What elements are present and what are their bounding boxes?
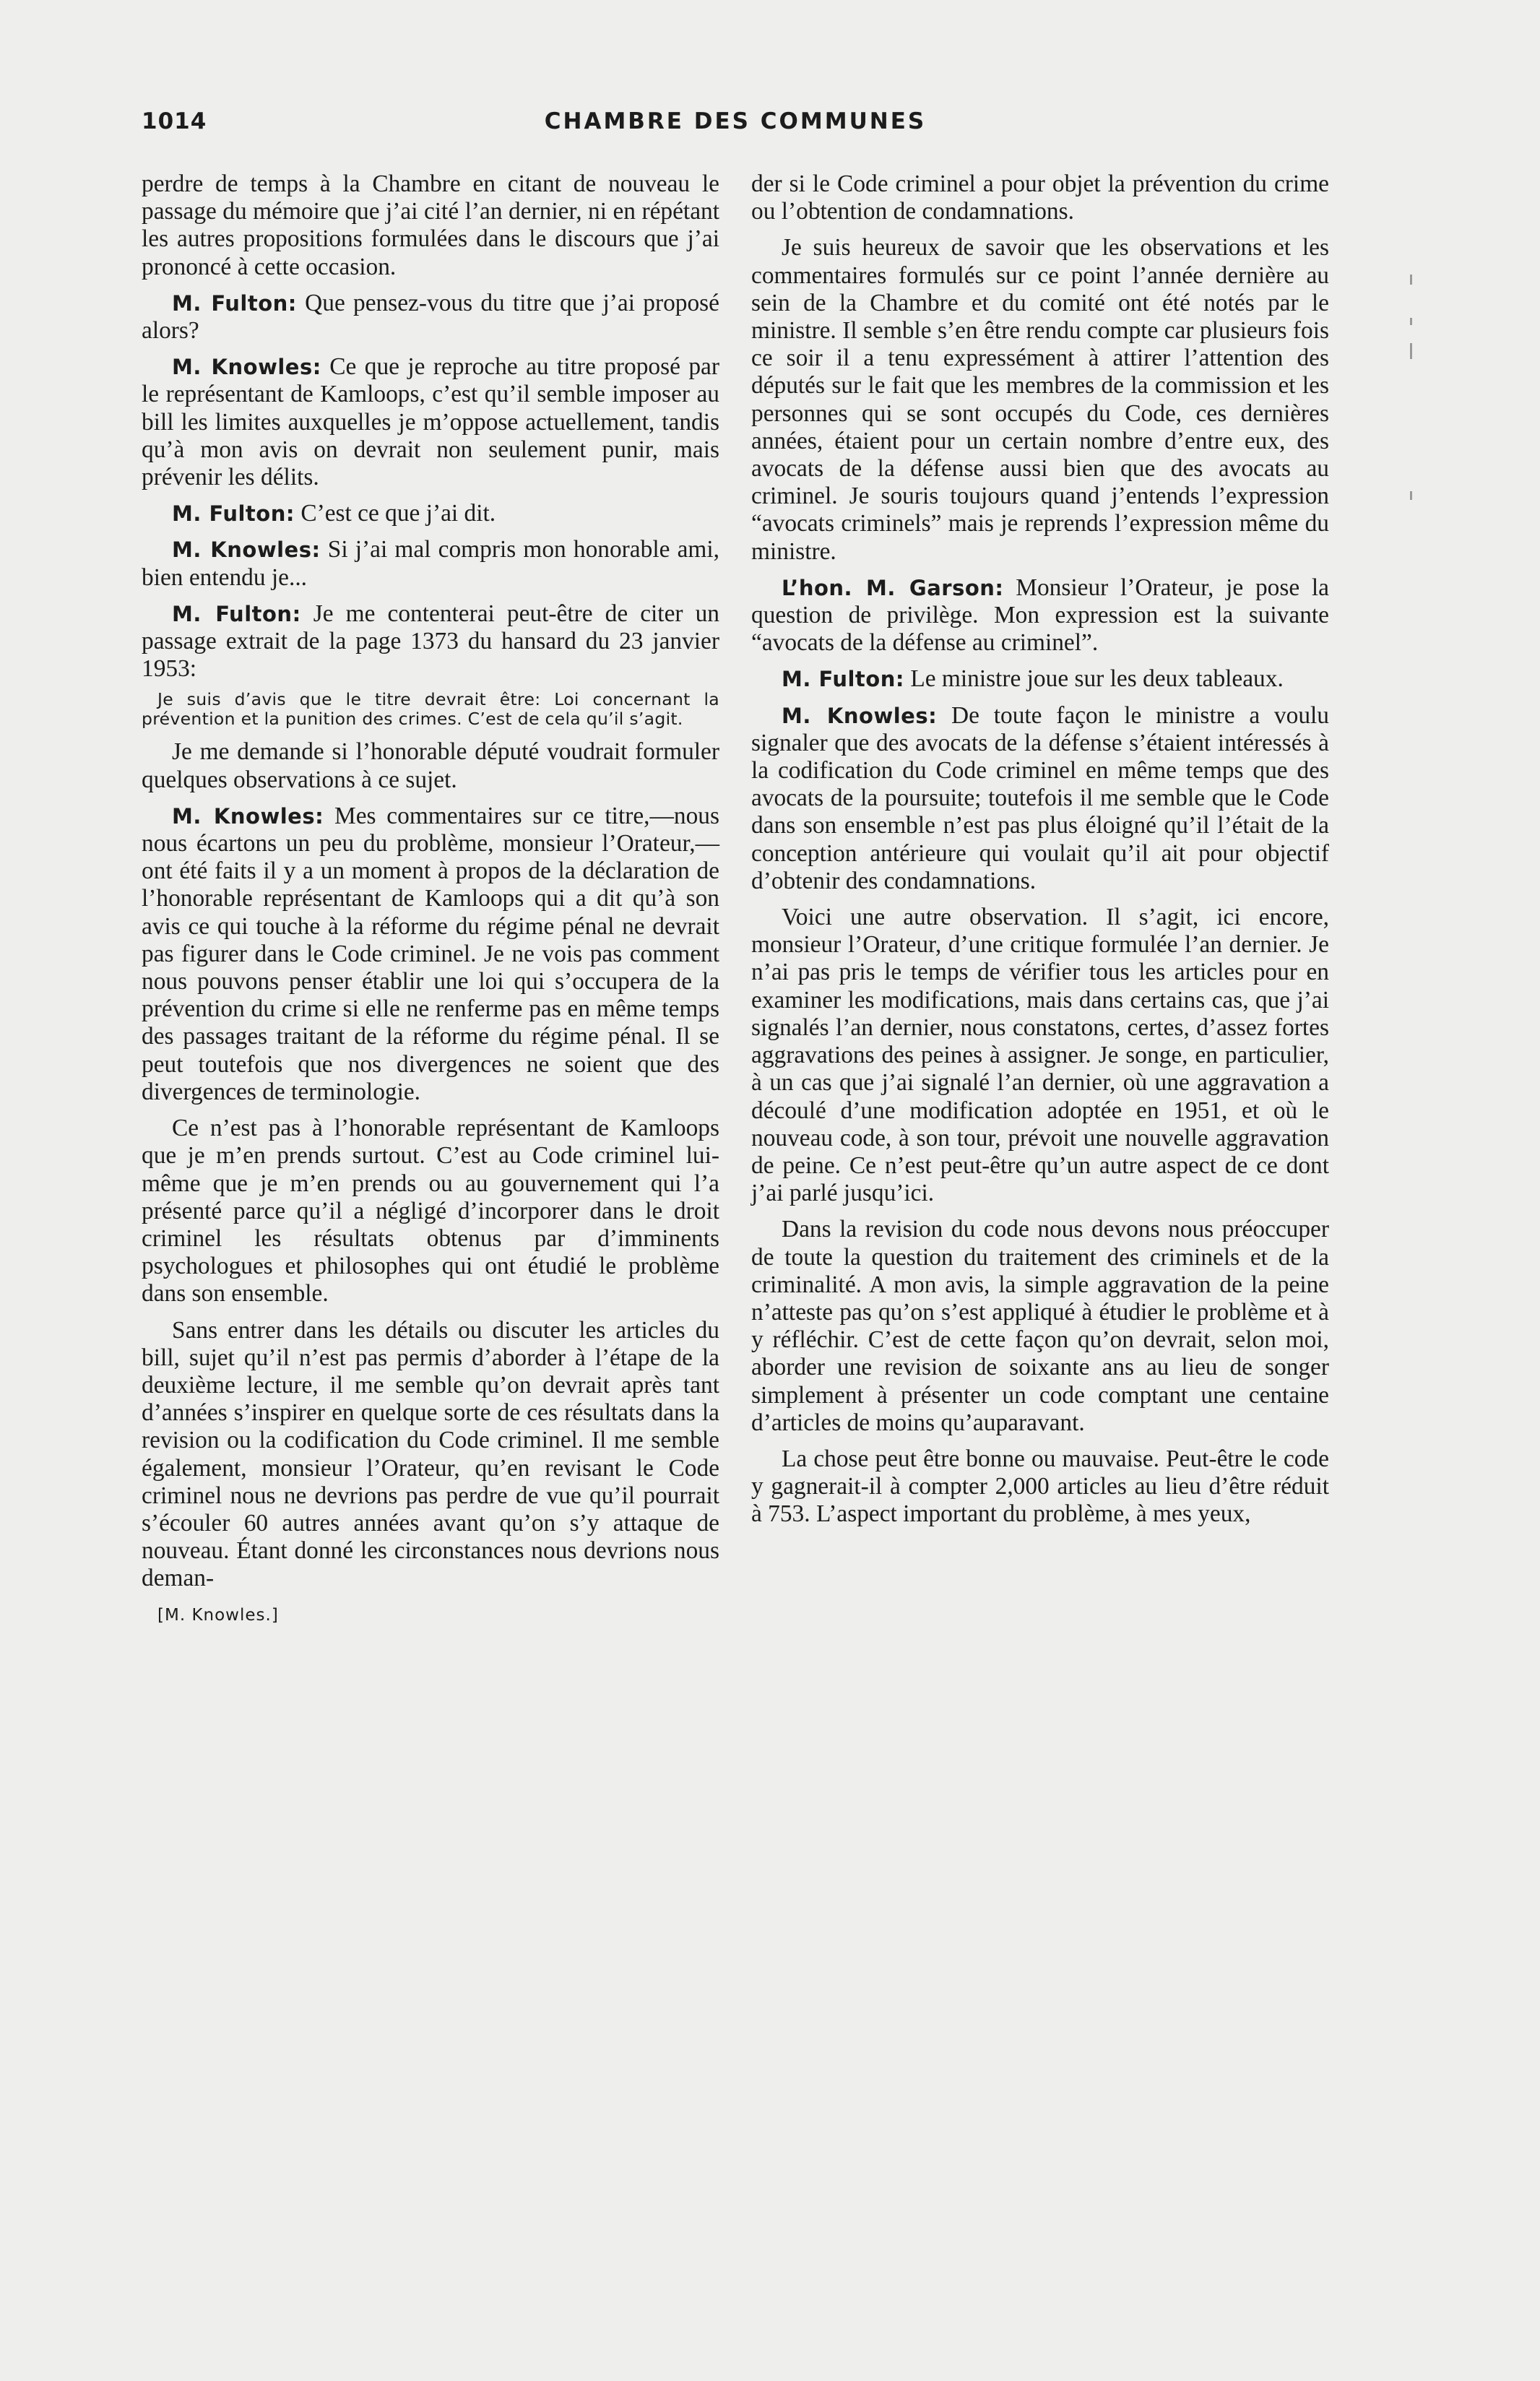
speaker-name: M. Knowles:	[172, 355, 321, 380]
quoted-passage: Je suis d’avis que le titre devrait être: Loi concernant la prévention et la punition des crimes. C’est de cela qu’il s’agit.	[142, 689, 719, 729]
page-header	[142, 108, 1329, 149]
speaker-name: M. Fulton:	[172, 501, 295, 527]
margin-scan-marks	[1410, 275, 1417, 506]
speaker-name: M. Fulton:	[172, 290, 297, 316]
paragraph: L’hon. M. Garson: Monsieur l’Orateur, je pose la question de privilège. Mon expression est la suivante “avocats de la défense au criminel”.	[751, 574, 1329, 657]
left-column	[142, 170, 719, 1629]
paragraph: Sans entrer dans les détails ou discuter les articles du bill, sujet qu’il n’est pas permis d’aborder à l’étape de la deuxième lecture, il me semble qu’on devrait après tant d’années s’inspirer en quelque sorte de ces résultats dans la revision ou la codification du Code criminel. Il me semble également, monsieur l’Orateur, qu’en revisant le Code criminel nous ne devrions pas perdre de vue qu’il pourrait s’écouler 60 autres années avant qu’on s’y attaque de nouveau. Étant donné les circonstances nous devrions nous deman-	[142, 1316, 719, 1592]
paragraph: M. Knowles: Ce que je reproche au titre proposé par le représentant de Kamloops, c’est qu’il semble imposer au bill les limites auxquelles je m’oppose actuellement, tandis qu’à mon avis on devrait non seulement punir, mais prévenir les délits.	[142, 353, 719, 491]
running-head: CHAMBRE DES COMMUNES	[544, 108, 927, 134]
paragraph: perdre de temps à la Chambre en citant de nouveau le passage du mémoire que j’ai cité l’an dernier, ni en répétant les autres propositions formulées dans le discours que j’ai prononcé à cette occasion.	[142, 170, 719, 280]
paragraph: Ce n’est pas à l’honorable représentant de Kamloops que je m’en prends surtout. C’est au Code criminel lui-même que je m’en prends ou au gouvernement qui l’a présenté parce qu’il a négligé d’incorporer dans le droit criminel les résultats obtenus par d’imminents psychologues et philosophes qui ont étudié le problème dans son ensemble.	[142, 1115, 719, 1308]
paragraph: M. Knowles: De toute façon le ministre a voulu signaler que des avocats de la défense s’étaient intéressés à la codification du Code criminel en même temps que des avocats de la poursuite; toutefois il me semble que le Code dans son ensemble n’est pas plus éloigné qu’il l’était de la conception antérieure qui voulait qu’il ait pour objectif d’obtenir des condamnations.	[751, 701, 1329, 894]
right-column	[751, 170, 1329, 1537]
speaker-name: M. Knowles:	[782, 703, 938, 728]
speaker-name: L’hon. M. Garson:	[782, 575, 1004, 600]
paragraph: der si le Code criminel a pour objet la prévention du crime ou l’obtention de condamnations.	[751, 170, 1329, 225]
paragraph: M. Fulton: Je me contenterai peut-être de citer un passage extrait de la page 1373 du hansard du 23 janvier 1953:	[142, 600, 719, 683]
paragraph: M. Fulton: Le ministre joue sur les deux tableaux.	[782, 665, 1284, 693]
speaker-name: M. Knowles:	[172, 803, 324, 829]
speaker-name: M. Fulton:	[172, 601, 301, 626]
paragraph: Voici une autre observation. Il s’agit, ici encore, monsieur l’Orateur, d’une critique formulée l’an dernier. Je n’ai pas pris le temps de vérifier tous les articles pour en examiner les modifications, mais dans certains cas, que j’ai signalés l’an dernier, nous constatons, certes, d’assez fortes aggravations des peines à assigner. Je songe, en particulier, à un cas que j’ai signalé l’an dernier, où une aggravation a découlé d’une modification adoptée en 1951, et où le nouveau code, à son tour, prévoit une nouvelle aggravation de peine. Ce n’est peut-être qu’un autre aspect de ce dont j’ai parlé jusqu’ici.	[751, 904, 1329, 1207]
speaker-footnote: [M. Knowles.]	[157, 1605, 279, 1625]
speaker-name: M. Knowles:	[172, 537, 321, 563]
paragraph: M. Knowles: Mes commentaires sur ce titre,—nous nous écartons un peu du problème, monsieur l’Orateur,—ont été faits il y a un moment à propos de la déclaration de l’honorable représentant de Kamloops qui a dit qu’à son avis ce qui touche à la réforme du régime pénal ne devrait pas figurer dans le Code criminel. Je ne vois pas comment nous pouvons penser établir une loi qui s’occupera de la prévention du crime si elle ne renferme pas en même temps des passages traitant de la réforme du régime pénal. Il se peut toutefois que nos divergences ne soient que des divergences de terminologie.	[142, 802, 719, 1105]
page-number: 1014	[142, 108, 207, 134]
paragraph: La chose peut être bonne ou mauvaise. Peut-être le code y gagnerait-il à compter 2,000 articles au lieu d’être réduit à 753. L’aspect important du problème, à mes yeux,	[751, 1445, 1329, 1528]
paragraph: Je suis heureux de savoir que les observations et les commentaires formulés sur ce point l’année dernière au sein de la Chambre et du comité ont été notés par le ministre. Il semble s’en être rendu compte car plusieurs fois ce soir il a tenu expressément à attirer l’attention des députés sur le fait que les membres de la commission et les personnes qui se sont occupés du Code, ces dernières années, étaient pour un certain nombre d’entre eux, des avocats de la défense aussi bien que des avocats au criminel. Je souris toujours quand j’entends l’expression “avocats criminels” mais je reprends l’expression même du ministre.	[751, 234, 1329, 565]
paragraph: Dans la revision du code nous devons nous préoccuper de toute la question du traitement des criminels et de la criminalité. A mon avis, la simple aggravation de la peine n’atteste pas qu’on s’est appliqué à étudier le problème et à y réfléchir. C’est de cette façon qu’on devrait, selon moi, aborder une revision de soixante ans au lieu de songer simplement à présenter un code comptant une centaine d’articles de moins qu’auparavant.	[751, 1216, 1329, 1436]
speaker-name: M. Fulton:	[782, 667, 904, 692]
paragraph: Je me demande si l’honorable député voudrait formuler quelques observations à ce sujet.	[142, 738, 719, 793]
paragraph: M. Fulton: C’est ce que j’ai dit.	[172, 500, 496, 527]
paragraph: M. Knowles: Si j’ai mal compris mon honorable ami, bien entendu je...	[142, 536, 719, 591]
paragraph: M. Fulton: Que pensez-vous du titre que j’ai proposé alors?	[142, 289, 719, 345]
